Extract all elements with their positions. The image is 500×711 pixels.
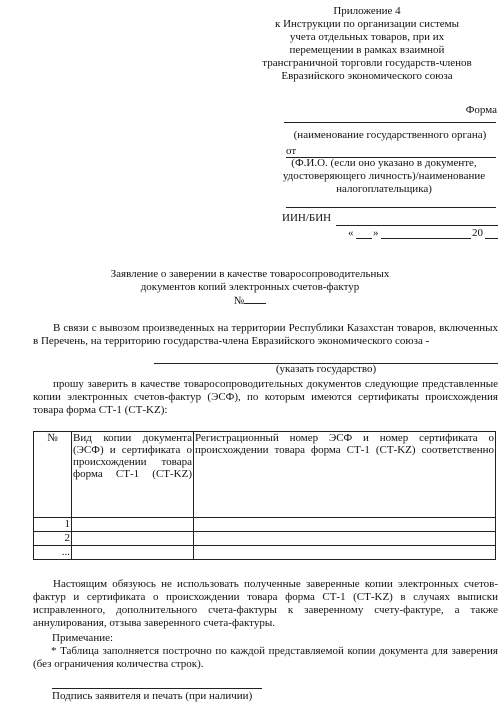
row-doc-type-cell[interactable] (72, 546, 194, 560)
date-day-line (356, 238, 372, 239)
applicant-caption-line-3: налогоплательщика) (336, 183, 432, 195)
table-row (34, 532, 496, 546)
signature-line (52, 687, 262, 689)
row-doc-type-cell[interactable] (72, 518, 194, 532)
row-reg-number-cell[interactable] (194, 546, 496, 560)
note-text: * Таблица заполняется построчно по каждой представляемой копии документа для заверения (без ограничения количества строк). (33, 645, 498, 670)
from-label: от (286, 145, 297, 157)
applicant-sign-line (286, 206, 496, 208)
esf-table (33, 431, 496, 560)
header-doc-type: Вид копии документа (ЭСФ) и сертификата о происхождении товара форма СТ-1 (СТ-KZ) (72, 432, 194, 518)
intro-paragraph: В связи с вывозом произведенных на территории Республики Казахстан товаров, включенных в Перечень, на территорию государства-члена Евразийского экономического союза - (33, 322, 498, 347)
date-year-prefix: 20 (472, 227, 483, 239)
applicant-caption (270, 157, 498, 196)
appendix-line-4: трансграничной торговли государств-членов (262, 57, 472, 69)
header-reg-number: Регистрационный номер ЭСФ и номер сертификата о происхождении товара форма СТ-1 (СТ-KZ) соответственно (194, 432, 496, 518)
appendix-line-5: Евразийского экономического союза (281, 70, 453, 82)
state-caption: (указать государство) (275, 363, 377, 375)
iin-field-line (336, 224, 498, 226)
authority-caption: (наименование государственного органа) (293, 129, 487, 141)
authority-name-line (284, 121, 496, 123)
row-reg-number-cell[interactable] (194, 518, 496, 532)
obligation-paragraph: Настоящим обязуюсь не использовать полученные заверенные копии электронных счетов-фактур и сертификата о происхождении товара форма СТ-1 (СТ-KZ) в случаях выписки исправленного, дополнительного счета-фактуры к заверенному счету-фактуре, а также аннулирования, отзыва заверенного счета-фактуры. (33, 578, 498, 629)
date-year-line (485, 238, 498, 239)
appendix-title: Приложение 4 (333, 5, 401, 17)
row-reg-number-cell[interactable] (194, 532, 496, 546)
appendix-line-1: к Инструкции по организации системы (275, 18, 459, 30)
applicant-caption-line-1: (Ф.И.О. (если оно указано в документе, (291, 157, 477, 169)
statement-title (40, 268, 460, 308)
statement-title-line-2: документов копий электронных счетов-фактур (140, 281, 360, 293)
header-number: № (34, 432, 72, 518)
row-number: 1 (34, 518, 72, 532)
request-paragraph: прошу заверить в качестве товаросопроводительных документов следующие представленные копии электронных счетов-фактур (ЭСФ), по которым имеются сертификаты происхождения товара форма СТ-1 (СТ-KZ): (33, 378, 498, 416)
form-label: Форма (465, 104, 497, 116)
date-month-line (381, 238, 471, 239)
table-row (34, 518, 496, 532)
appendix-line-3: перемещении в рамках взаимной (289, 44, 445, 56)
statement-title-line-1: Заявление о заверении в качестве товаросопроводительных (110, 268, 390, 280)
iin-label: ИИН/БИН (282, 212, 332, 224)
table-row (34, 546, 496, 560)
date-line (348, 227, 498, 241)
statement-number: № (40, 294, 460, 308)
date-quote-open: « (348, 227, 354, 239)
row-number: ... (34, 546, 72, 560)
appendix-block (262, 5, 472, 83)
signature-caption: Подпись заявителя и печать (при наличии) (52, 690, 253, 702)
row-doc-type-cell[interactable] (72, 532, 194, 546)
table-header-row (34, 432, 496, 518)
row-number: 2 (34, 532, 72, 546)
applicant-caption-line-2: удостоверяющего личность)/наименование (282, 170, 486, 182)
date-quote-close: » (373, 227, 379, 239)
note-label: Примечание: (52, 632, 114, 644)
appendix-line-2: учета отдельных товаров, при их (289, 31, 445, 43)
